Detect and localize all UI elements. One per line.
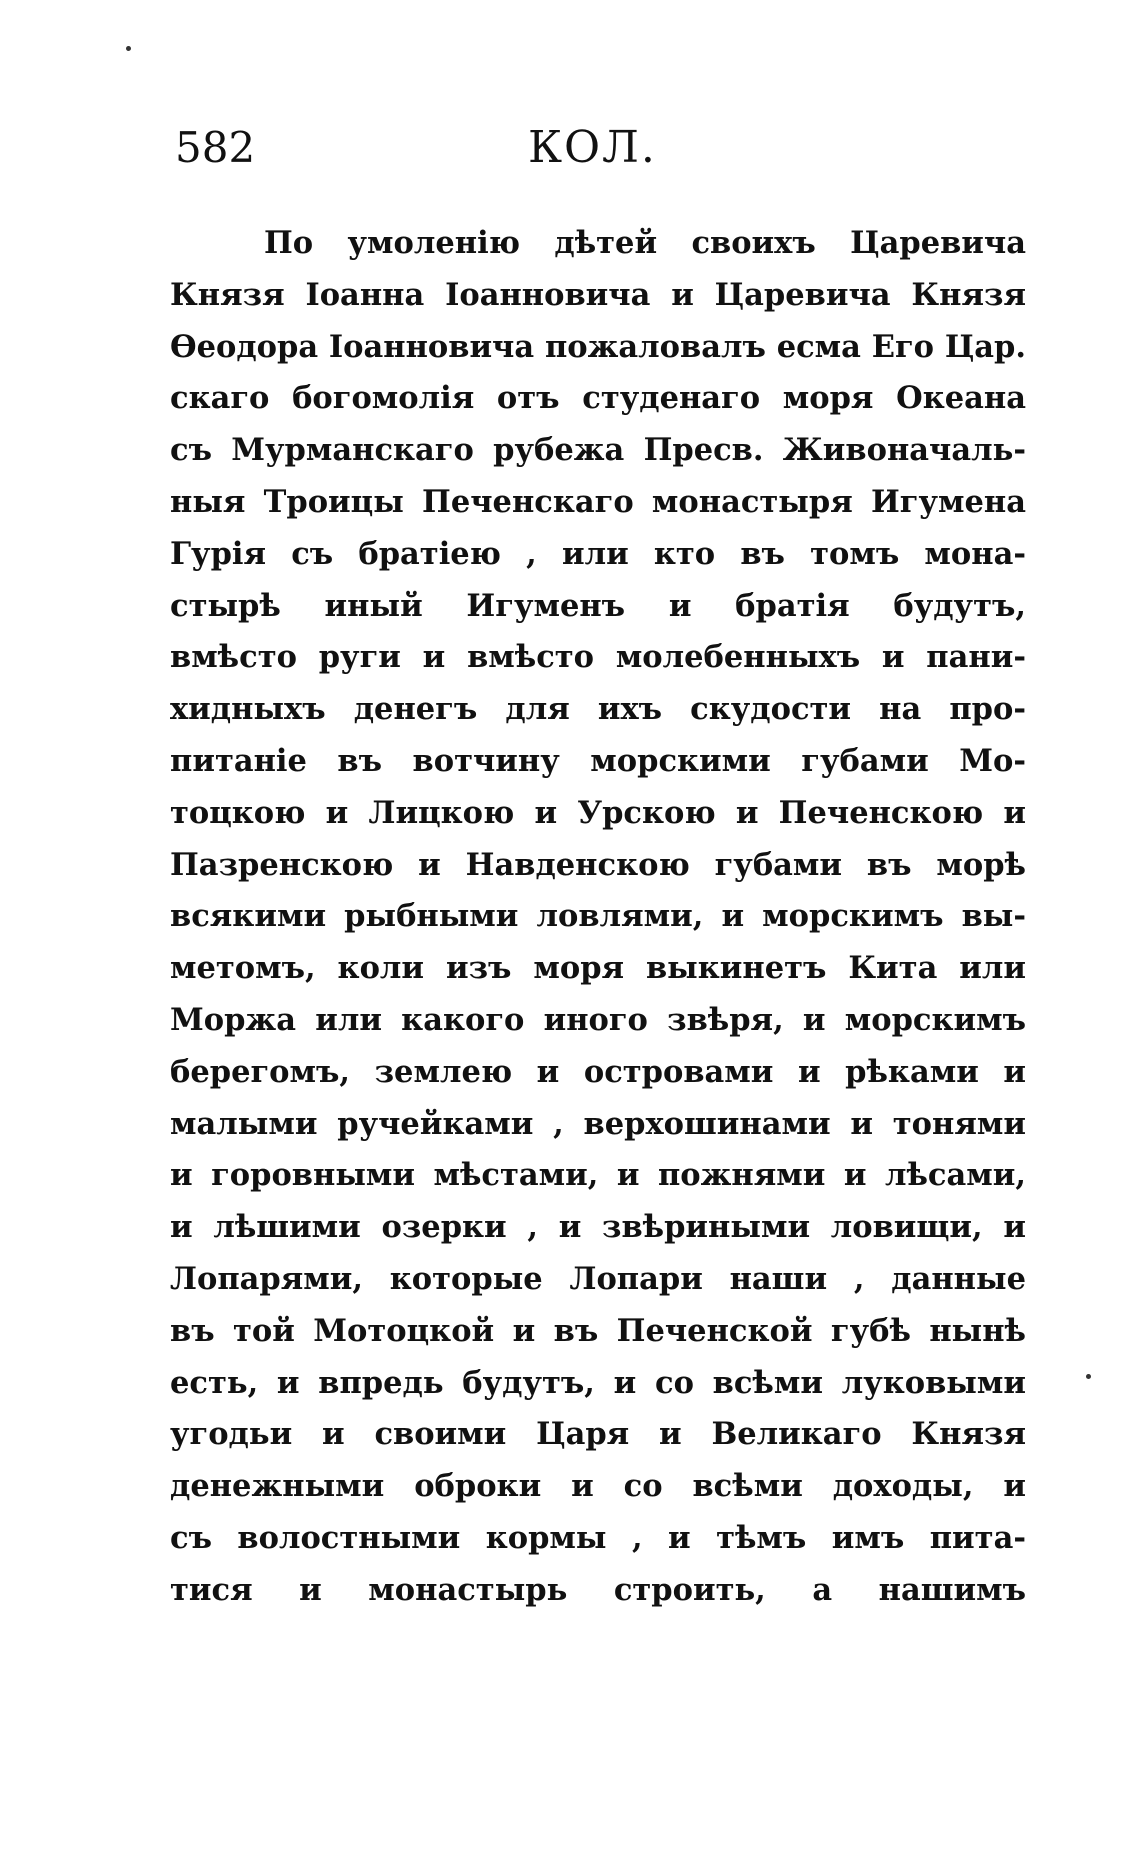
text-line: и лѣшими озерки , и звѣриными ловищи, и bbox=[170, 1209, 1026, 1246]
text-line: Гурія съ братіею , или кто въ томъ мона- bbox=[170, 535, 1026, 572]
page-header bbox=[175, 118, 1031, 178]
body-text bbox=[170, 218, 1026, 1617]
text-line: Моржа или какого иного звѣря, и морскимъ bbox=[170, 1001, 1026, 1038]
text-line: тися и монастырь строить, а нашимъ bbox=[170, 1571, 1026, 1608]
text-line: скаго богомолія отъ студенаго моря Океана bbox=[170, 380, 1026, 417]
text-line: угодьи и своими Царя и Великаго Князя bbox=[170, 1416, 1026, 1453]
text-line: всякими рыбными ловлями, и морскимъ вы- bbox=[170, 898, 1026, 935]
text-line: хидныхъ денегъ для ихъ скудости на про- bbox=[170, 691, 1026, 728]
text-line: денежными оброки и со всѣми доходы, и bbox=[170, 1468, 1026, 1505]
text-line: стырѣ иный Игуменъ и братія будутъ, bbox=[170, 587, 1026, 624]
text-line: Лопарями, которые Лопари наши , данные bbox=[170, 1260, 1026, 1297]
text-line: берегомъ, землею и островами и рѣками и bbox=[170, 1053, 1026, 1090]
scan-speck bbox=[126, 46, 131, 51]
text-line: вмѣсто руги и вмѣсто молебенныхъ и пани- bbox=[170, 639, 1026, 676]
text-line: ныя Троицы Печенскаго монастыря Игумена bbox=[170, 483, 1026, 520]
text-line: Князя Іоанна Іоанновича и Царевича Князя bbox=[170, 276, 1026, 313]
page-number: 582 bbox=[175, 123, 256, 172]
text-line: Ѳеодора Іоанновича пожаловалъ есма Его Цар. bbox=[170, 328, 1026, 365]
text-line: По умоленію дѣтей своихъ Царевича bbox=[264, 225, 1026, 261]
text-line: съ Мурманскаго рубежа Пресв. Живоначаль- bbox=[170, 432, 1026, 469]
text-line: малыми ручейками , верхошинами и тонями bbox=[170, 1105, 1026, 1142]
text-line: съ волостными кормы , и тѣмъ имъ пита- bbox=[170, 1519, 1026, 1556]
text-line: въ той Мотоцкой и въ Печенской губѣ нынѣ bbox=[170, 1312, 1026, 1349]
running-head: КОЛ. bbox=[528, 122, 657, 173]
text-line: метомъ, коли изъ моря выкинетъ Кита или bbox=[170, 950, 1026, 987]
scan-speck bbox=[1086, 1374, 1091, 1379]
text-line: есть, и впредь будутъ, и со всѣми луковыми bbox=[170, 1364, 1026, 1401]
text-line: и горовными мѣстами, и пожнями и лѣсами, bbox=[170, 1157, 1026, 1194]
text-line: питаніе въ вотчину морскими губами Мо- bbox=[170, 742, 1026, 779]
text-line: Пазренскою и Навденскою губами въ морѣ bbox=[170, 846, 1026, 883]
text-line: тоцкою и Лицкою и Урскою и Печенскою и bbox=[170, 794, 1026, 831]
